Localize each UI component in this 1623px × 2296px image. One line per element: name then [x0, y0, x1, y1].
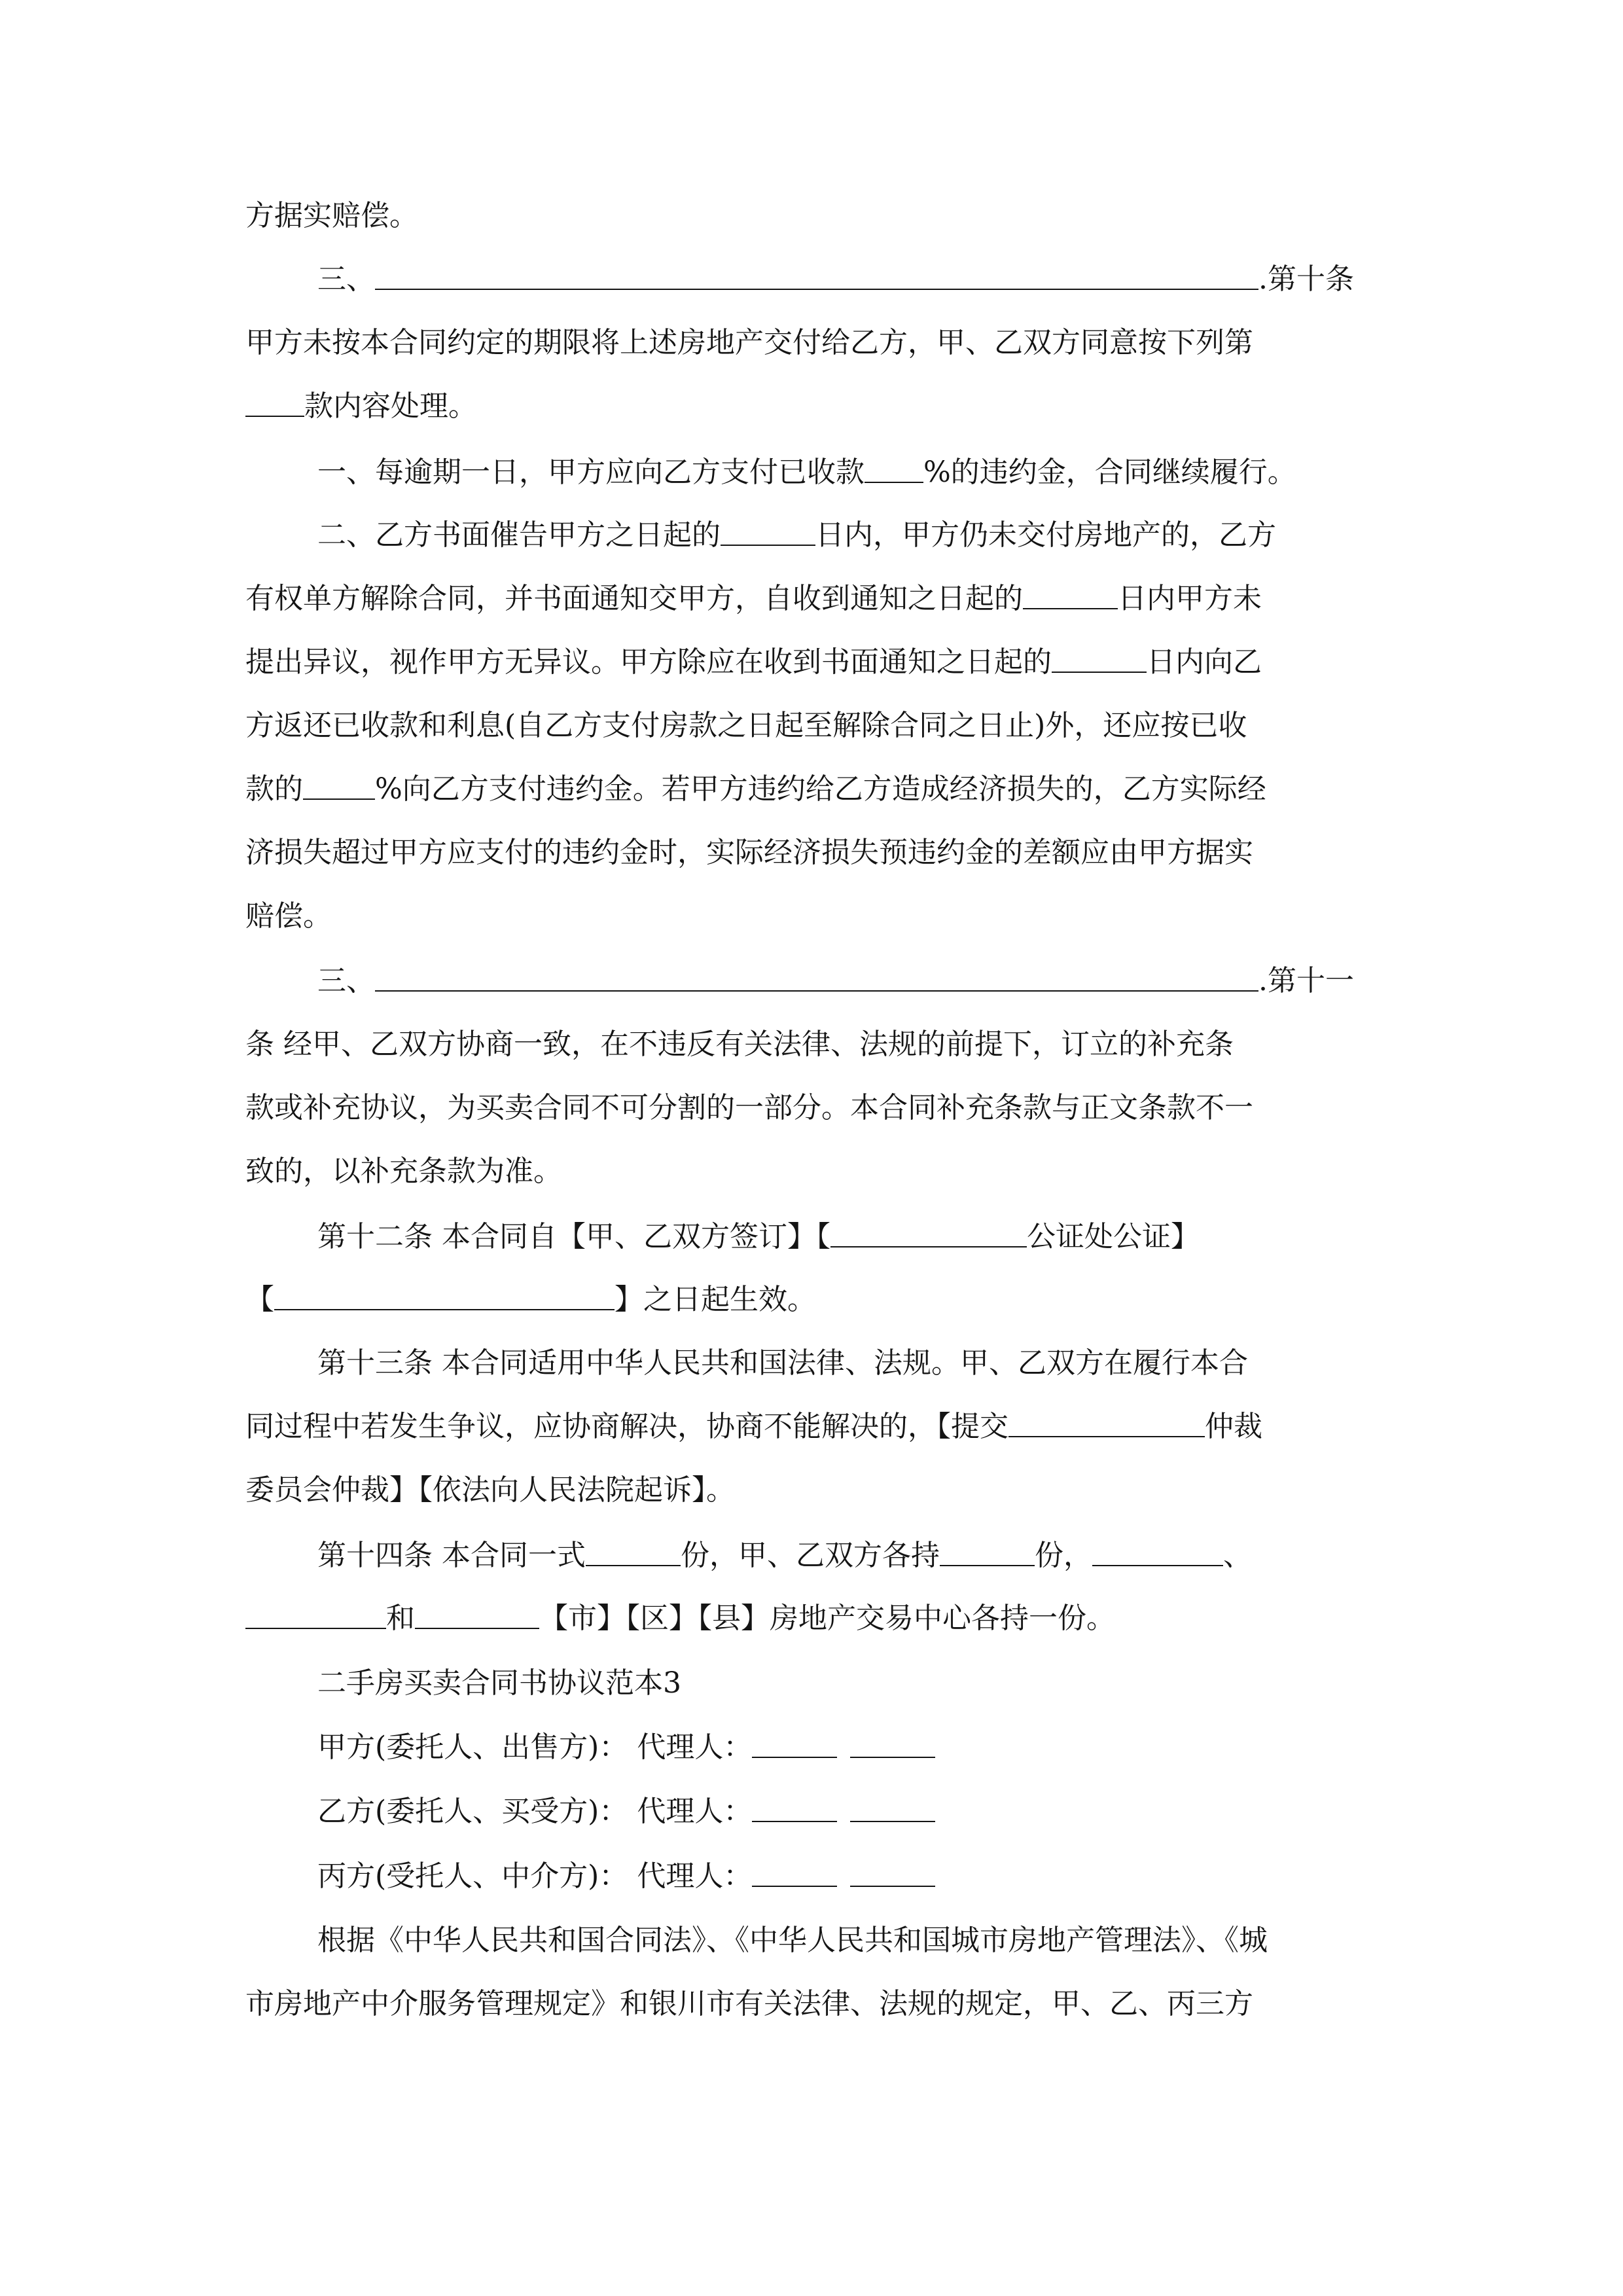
text-run: 第十二条 本合同自【甲、乙双方签订】【 [317, 1220, 830, 1253]
paragraph-line: 根据《中华人民共和国合同法》、《中华人民共和国城市房地产管理法》、《城 [317, 1924, 1268, 1957]
text-run: 份，甲、乙双方各持 [681, 1539, 940, 1572]
text-run: 日内甲方未 [1118, 582, 1262, 615]
paragraph-line: 市房地产中介服务管理规定》和银川市有关法律、法规的规定，甲、乙、丙三方 [245, 1987, 1253, 2020]
text-run: 份， [1035, 1539, 1092, 1572]
blank-underline [586, 1539, 681, 1566]
text-run: 】之日起生效。 [615, 1283, 816, 1316]
paragraph-line [317, 1857, 935, 1896]
paragraph-line [317, 1217, 1200, 1257]
text-run: 日内，甲方仍未交付房地产的，乙方 [815, 518, 1276, 552]
text-run: 三、 [317, 262, 375, 296]
blank-underline [375, 964, 1258, 992]
paragraph-line: 方据实赔偿。 [245, 199, 418, 232]
text-run: 乙方(委托人、买受方)： 代理人： [317, 1795, 753, 1828]
text-run: 仲裁 [1205, 1410, 1262, 1443]
blank-underline [375, 262, 1258, 290]
blank-underline [415, 1602, 539, 1629]
paragraph-line: 第十三条 本合同适用中华人民共和国法律、法规。甲、乙双方在履行本合 [317, 1346, 1248, 1380]
paragraph-line [317, 1536, 1252, 1575]
text-run: .第十条 [1258, 262, 1354, 296]
paragraph-line [245, 1599, 1115, 1638]
blank-underline [1008, 1410, 1205, 1437]
paragraph-line [245, 579, 1262, 619]
text-run: 同过程中若发生争议，应协商解决，协商不能解决的，【提交 [245, 1410, 1008, 1443]
blank-underline [1092, 1539, 1223, 1566]
text-run: 甲方(委托人、出售方)： 代理人： [317, 1731, 753, 1764]
blank-underline [274, 1283, 615, 1310]
paragraph-line [245, 643, 1262, 682]
paragraph-line [317, 1728, 935, 1767]
blank-underline [721, 518, 815, 546]
paragraph-line [317, 260, 1354, 299]
text-run: 日内向乙 [1147, 645, 1262, 679]
text-run: 款的 [245, 772, 303, 806]
blank-underline [752, 1859, 837, 1887]
paragraph-line: 款或补充协议，为买卖合同不可分割的一部分。本合同补充条款与正文条款不一 [245, 1091, 1253, 1124]
paragraph-line [317, 1792, 935, 1831]
paragraph-line: 甲方未按本合同约定的期限将上述房地产交付给乙方，甲、乙双方同意按下列第 [245, 326, 1253, 359]
paragraph-line [245, 387, 477, 426]
text-run: 二、乙方书面催告甲方之日起的 [317, 518, 721, 552]
blank-underline [1052, 645, 1147, 673]
paragraph-line [317, 516, 1276, 555]
text-run: 三、 [317, 964, 375, 997]
blank-underline [303, 772, 375, 800]
text-run: .第十一 [1258, 964, 1354, 997]
blank-underline [850, 1859, 935, 1887]
text-run: 提出异议，视作甲方无异议。甲方除应在收到书面通知之日起的 [245, 645, 1052, 679]
paragraph-line: 委员会仲裁】【依法向人民法院起诉】。 [245, 1473, 735, 1507]
blank-underline [940, 1539, 1035, 1566]
text-run: 有权单方解除合同，并书面通知交甲方，自收到通知之日起的 [245, 582, 1023, 615]
text-run: 一、每逾期一日，甲方应向乙方支付已收款 [317, 456, 865, 489]
blank-underline [752, 1795, 837, 1822]
paragraph-line: 二手房买卖合同书协议范本3 [317, 1666, 681, 1700]
blank-underline [245, 1602, 386, 1629]
blank-underline [850, 1731, 935, 1758]
text-run: %的违约金，合同继续履行。 [923, 456, 1296, 489]
blank-underline [245, 389, 304, 417]
blank-underline [850, 1795, 935, 1822]
text-run: 丙方(受托人、中介方)： 代理人： [317, 1859, 753, 1893]
paragraph-line [245, 1280, 816, 1319]
blank-underline [752, 1731, 837, 1758]
text-run: 款内容处理。 [304, 389, 477, 423]
blank-underline [830, 1220, 1027, 1247]
text-run: 第十四条 本合同一式 [317, 1539, 586, 1572]
paragraph-line: 济损失超过甲方应支付的违约金时，实际经济损失预违约金的差额应由甲方据实 [245, 836, 1253, 869]
blank-underline [1023, 582, 1118, 609]
text-run: 【 [245, 1283, 274, 1316]
paragraph-line: 致的，以补充条款为准。 [245, 1155, 562, 1188]
paragraph-line: 方返还已收款和利息(自乙方支付房款之日起至解除合同之日止)外，还应按已收 [245, 709, 1247, 742]
paragraph-line: 条 经甲、乙双方协商一致，在不违反有关法律、法规的前提下，订立的补充条 [245, 1028, 1234, 1061]
text-run: 公证处公证】 [1027, 1220, 1200, 1253]
text-run: 、 [1223, 1539, 1252, 1572]
text-run: 和 [386, 1602, 415, 1635]
blank-underline [865, 456, 923, 483]
paragraph-line [245, 770, 1266, 809]
text-run: %向乙方支付违约金。若甲方违约给乙方造成经济损失的，乙方实际经 [375, 772, 1266, 806]
paragraph-line [245, 1407, 1262, 1446]
paragraph-line: 赔偿。 [245, 899, 332, 933]
text-run: 【市】【区】【县】房地产交易中心各持一份。 [539, 1602, 1115, 1635]
paragraph-line [317, 961, 1354, 1001]
paragraph-line [317, 453, 1296, 492]
